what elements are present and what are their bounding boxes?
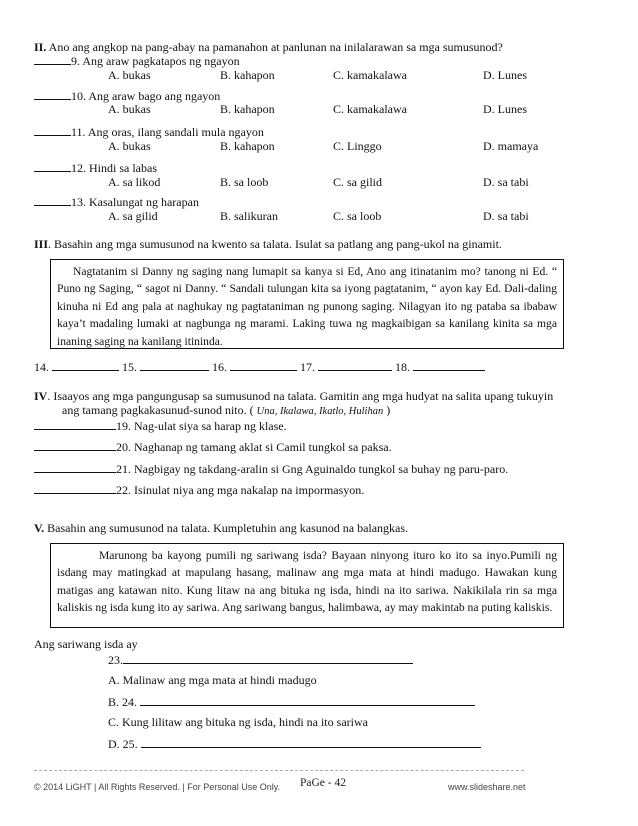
answer-blank[interactable] [34, 124, 71, 136]
answer-blank[interactable] [34, 53, 71, 65]
answer-blank[interactable] [34, 482, 116, 494]
section5-heading [34, 521, 408, 535]
answer-blank[interactable] [413, 359, 485, 371]
choice-c: C. kamakalawa [333, 102, 407, 116]
blank-label: 14. [34, 360, 49, 374]
answer-blanks-row [34, 359, 485, 374]
choice-b: B. kahapon [220, 102, 275, 116]
section3-heading [34, 237, 502, 251]
blank-label: 17. [300, 360, 315, 374]
choice-c: C. sa loob [333, 209, 382, 223]
choice-d: D. Lunes [483, 68, 527, 82]
choice-b: B. kahapon [220, 68, 275, 82]
choice-c: C. kamakalawa [333, 68, 407, 82]
choice-d: D. Lunes [483, 102, 527, 116]
answer-blank[interactable] [34, 461, 116, 473]
section3-instruction: . Basahin ang mga sumusunod na kwento sa talata. Isulat sa patlang ang pang-ukol na ginamit. [48, 237, 502, 251]
answer-blank[interactable] [123, 652, 413, 664]
answer-blank[interactable] [141, 736, 481, 748]
outline-item-c: C. Kung lilitaw ang bituka ng isda, hindi na ito sariwa [108, 715, 368, 729]
story-text: Nagtatanim si Danny ng saging nang lumapit sa kanya si Ed, Ano ang itinatanim mo? tanong ni Ed. “ Puno ng Saging, “ sagot ni Danny. “ Sandali tulungan kita sa iyong pagtatanim, “ ayon kay Ed. Dali-daling kinuha ni Ed ang pala at naghukay ng pagtataniman ng punong saging. Nilagyan ito ng pataba sa ibabaw kaya’t madaling lumaki at nagbunga ng marami. Laking tuwa ng magkaibigan sa kanilang kinita sa mga inaning saging na kanilang itininda. [57, 265, 557, 348]
footer-copyright: © 2014 LiGHT | All Rights Reserved. | For Personal Use Only. [34, 782, 281, 792]
answer-blank[interactable] [140, 694, 475, 706]
sequence-item: 19. Nag-ulat siya sa harap ng klase. [34, 418, 287, 433]
footer-divider [34, 770, 524, 771]
choice-c: C. Linggo [333, 139, 382, 153]
blank-label: 15. [122, 360, 137, 374]
paragraph-box [50, 543, 564, 628]
answer-blank[interactable] [34, 88, 71, 100]
question-text: 9. Ang araw pagkatapos ng ngayon [71, 54, 240, 68]
answer-blank[interactable] [34, 418, 116, 430]
answer-blank[interactable] [230, 359, 297, 371]
section4-number: IV [34, 389, 48, 403]
story-box [50, 259, 564, 349]
choice-d: D. sa tabi [483, 209, 529, 223]
section2-instruction: Ano ang angkop na pang-abay na pamanahon at panlunan na inilalarawan sa mga sumusunod? [46, 40, 503, 54]
answer-blank[interactable] [34, 160, 71, 172]
choice-a: A. bukas [108, 68, 151, 82]
section2-number: II. [34, 40, 47, 54]
sequence-item: 22. Isinulat niya ang mga nakalap na impormasyon. [34, 482, 364, 497]
choice-d: D. sa tabi [483, 175, 529, 189]
answer-blank[interactable] [34, 194, 71, 206]
choice-b: B. sa loob [220, 175, 269, 189]
question-text: 11. Ang oras, ilang sandali mula ngayon [71, 125, 264, 139]
question-text: 13. Kasalungat ng harapan [71, 195, 199, 209]
sequence-item: 21. Nagbigay ng takdang-aralin si Gng Aguinaldo tungkol sa buhay ng paru-paro. [34, 461, 508, 476]
outline-item-a: A. Malinaw ang mga mata at hindi madugo [108, 673, 317, 687]
section3-number: III [34, 237, 49, 251]
answer-blank[interactable] [318, 359, 392, 371]
sequence-item: 20. Naghanap ng tamang aklat si Camil tungkol sa paksa. [34, 439, 392, 454]
answer-blank[interactable] [34, 439, 116, 451]
outline-item-25: D. 25. [108, 736, 481, 751]
choice-c: C. sa gilid [333, 175, 383, 189]
choice-b: B. salikuran [220, 209, 278, 223]
page-number: PaGe - 42 [300, 777, 346, 789]
choice-d: D. mamaya [483, 139, 539, 153]
blank-label: 18. [395, 360, 410, 374]
choice-b: B. kahapon [220, 139, 275, 153]
answer-blank[interactable] [52, 359, 119, 371]
section5-instruction: Basahin ang sumusunod na talata. Kumpletuhin ang kasunod na balangkas. [44, 521, 409, 535]
section4-heading [34, 389, 553, 403]
choice-a: A. bukas [108, 102, 151, 116]
footer-site: www.slideshare.net [448, 782, 526, 792]
answer-blank[interactable] [140, 359, 209, 371]
section4-instruction-line2: ang tamang pagkakasunud-sunod nito. ( Una, Ikalawa, Ikatlo, Hulihan ) [62, 403, 391, 417]
choice-a: A. bukas [108, 139, 151, 153]
paragraph-text: Marunong ba kayong pumili ng sariwang isda? Bayaan ninyong ituro ko ito sa inyo.Pumili ng isdang may matingkad at mapulang hasang, malinaw ang mga mata at hindi madugo. Hawakan kung matigas ang katawan nito. Kung litaw na ang bituka ng isda, hindi na ito sariwa. Nakikilala rin sa mga kaliskis ng isda kung ito ay sariwa. Ang sariwang bangus, halimbawa, ay may makintab na puting kaliskis. [57, 549, 557, 615]
choice-a: A. sa likod [108, 175, 161, 189]
section5-number: V. [34, 521, 45, 535]
question-text: 12. Hindi sa labas [71, 161, 157, 175]
question-text: 10. Ang araw bago ang ngayon [71, 89, 221, 103]
signal-words: Una, Ikalawa, Ikatlo, Hulihan [256, 406, 384, 417]
outline-title: Ang sariwang isda ay [34, 637, 138, 651]
section4-instruction: . Isaayos ang mga pangungusap sa sumusunod na talata. Gamitin ang mga hudyat na salita upang tukuyin [47, 389, 554, 403]
outline-item-23: 23. [108, 652, 413, 667]
outline-item-24: B. 24. [108, 694, 475, 709]
blank-label: 16. [212, 360, 227, 374]
section2-heading [34, 40, 503, 54]
choice-a: A. sa gilid [108, 209, 158, 223]
